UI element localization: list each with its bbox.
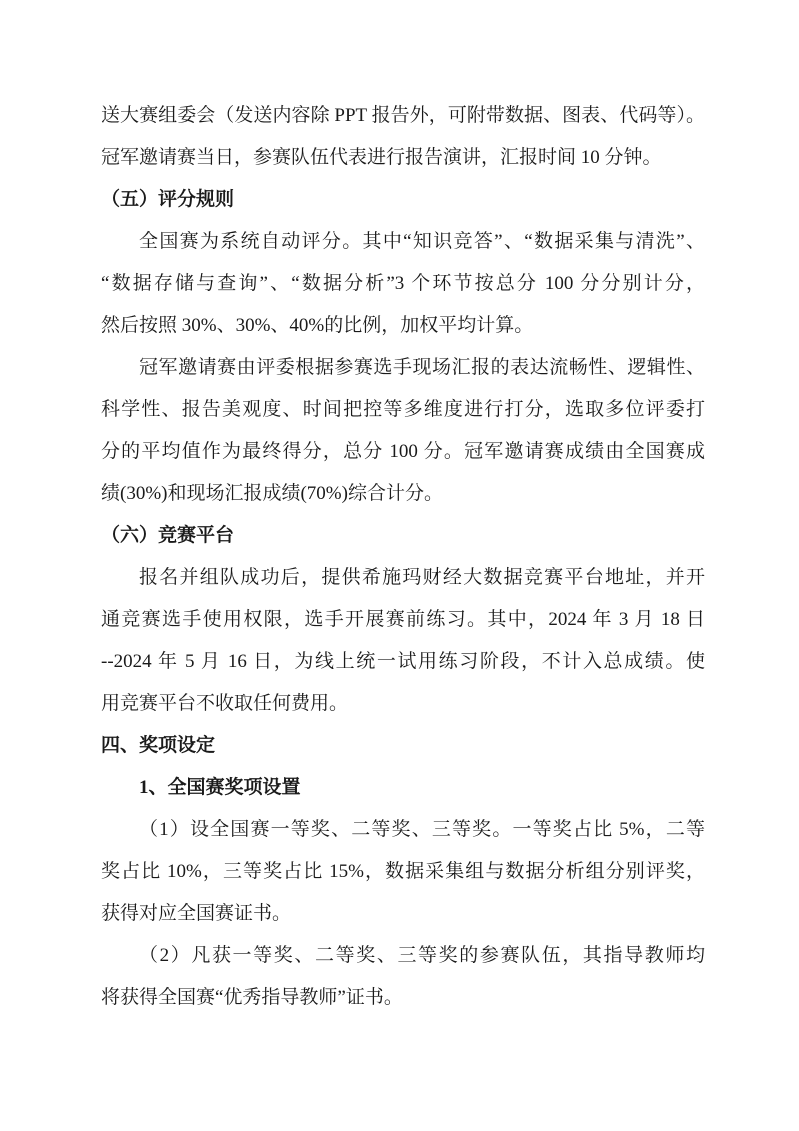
text-line: 用竞赛平台不收取任何费用。: [101, 693, 349, 714]
text-line: 科学性、报告美观度、时间把控等多维度进行打分，选取多位评委打: [101, 399, 705, 420]
text-line: “数据存储与查询”、“数据分析”3 个环节按总分 100 分分别计分，: [101, 273, 705, 294]
heading-line: （六）竞赛平台: [101, 525, 235, 546]
text-line: 冠军邀请赛当日，参赛队伍代表进行报告演讲，汇报时间 10 分钟。: [101, 147, 662, 168]
text-line: 将获得全国赛“优秀指导教师”证书。: [101, 987, 403, 1008]
text-line: （1）设全国赛一等奖、二等奖、三等奖。一等奖占比 5%，二等: [139, 819, 705, 840]
heading-line: 1、全国赛奖项设置: [139, 777, 301, 798]
text-line: 送大赛组委会（发送内容除 PPT 报告外，可附带数据、图表、代码等）。: [101, 105, 705, 126]
text-line: 报名并组队成功后，提供希施玛财经大数据竞赛平台地址，并开: [139, 567, 705, 588]
text-line: 全国赛为系统自动评分。其中“知识竞答”、“数据采集与清洗”、: [139, 231, 705, 252]
text-line: 分的平均值作为最终得分，总分 100 分。冠军邀请赛成绩由全国赛成: [101, 441, 705, 462]
text-line: 奖占比 10%，三等奖占比 15%，数据采集组与数据分析组分别评奖，: [101, 861, 705, 882]
document-body: [101, 95, 705, 1019]
text-line: 通竞赛选手使用权限，选手开展赛前练习。其中，2024 年 3 月 18 日: [101, 609, 705, 630]
heading-line: （五）评分规则: [101, 189, 235, 210]
text-line: 然后按照 30%、30%、40%的比例，加权平均计算。: [101, 315, 534, 336]
text-line: --2024 年 5 月 16 日，为线上统一试用练习阶段，不计入总成绩。使: [101, 651, 705, 672]
text-line: 获得对应全国赛证书。: [101, 903, 292, 924]
text-line: 绩(30%)和现场汇报成绩(70%)综合计分。: [101, 483, 443, 504]
heading-line: 四、奖项设定: [101, 735, 216, 756]
text-line: （2）凡获一等奖、二等奖、三等奖的参赛队伍，其指导教师均: [139, 945, 705, 966]
text-line: 冠军邀请赛由评委根据参赛选手现场汇报的表达流畅性、逻辑性、: [139, 357, 705, 378]
